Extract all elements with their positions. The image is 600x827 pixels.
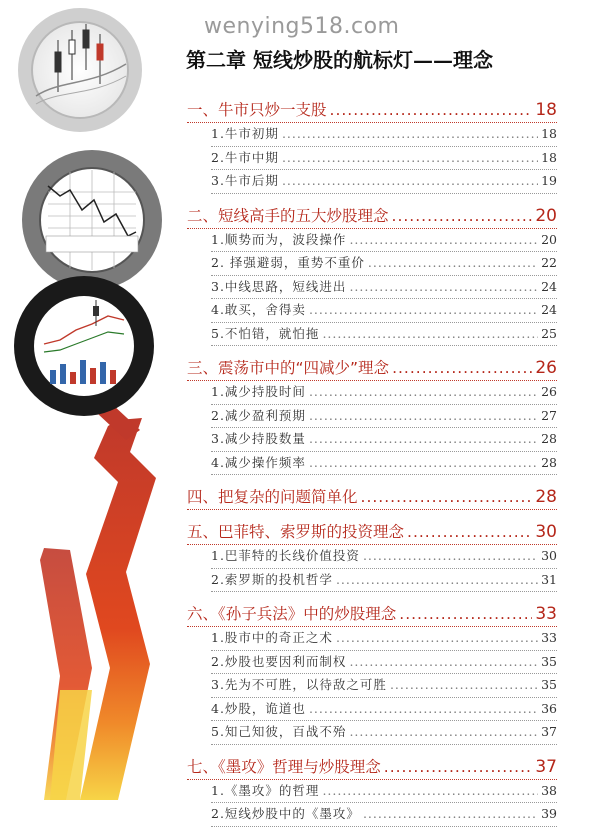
- toc-subsection-entry: [187, 170, 557, 193]
- subsection-title: 3.减少持股数量: [211, 431, 306, 446]
- toc-subsection-entry: [187, 721, 557, 744]
- toc-subsection-entry: [187, 803, 557, 826]
- section-page-number: 20: [535, 205, 557, 226]
- subsection-page-number: 18: [541, 126, 557, 141]
- subsection-page-number: 24: [541, 302, 557, 317]
- dot-leader: [392, 356, 532, 380]
- section-page-number: 26: [535, 358, 557, 378]
- subsection-divider: [211, 744, 557, 745]
- dot-leader: [330, 98, 533, 122]
- toc-subsection-entry: [187, 147, 557, 170]
- dot-leader: [309, 428, 538, 451]
- subsection-divider: [211, 591, 557, 592]
- table-of-contents: [187, 88, 557, 827]
- dot-leader: [392, 204, 533, 228]
- dot-leader: [309, 299, 538, 322]
- subsection-title: 2.炒股也要因利而制权: [211, 653, 347, 669]
- subsection-page-number: 33: [541, 630, 557, 645]
- subsection-title: 1.《墨攻》的哲理: [211, 782, 320, 798]
- dot-leader: [349, 721, 538, 744]
- toc-subsection-entry: [187, 674, 557, 697]
- toc-subsection-entry: [187, 698, 557, 721]
- subsection-title: 2.牛市中期: [211, 149, 279, 165]
- toc-subsection-entry: [187, 252, 557, 275]
- subsection-page-number: 25: [541, 325, 557, 341]
- subsection-page-number: 26: [541, 384, 557, 399]
- toc-section-entry: [187, 602, 557, 626]
- subsection-page-number: 35: [541, 653, 557, 669]
- subsection-page-number: 39: [541, 806, 557, 821]
- toc-subsection-entry: [187, 381, 557, 404]
- toc-subsection-entry: [187, 123, 557, 146]
- subsection-title: 3.先为不可胜，以待敌之可胜: [211, 677, 387, 692]
- dot-leader: [349, 229, 538, 252]
- subsection-title: 2.索罗斯的投机哲学: [211, 571, 333, 587]
- section-title: 五、巴菲特、索罗斯的投资理念: [187, 523, 405, 541]
- dot-leader: [361, 485, 533, 509]
- dot-leader: [349, 276, 538, 299]
- section-page-number: 18: [535, 100, 557, 120]
- toc-subsection-entry: [187, 276, 557, 299]
- dot-leader: [282, 123, 538, 146]
- subsection-title: 3.中线思路，短线进出: [211, 278, 347, 294]
- watermark-text: wenying518.com: [204, 14, 400, 39]
- subsection-divider: [211, 826, 557, 827]
- section-title: 一、牛市只炒一支股: [187, 101, 327, 119]
- magnifier-chart-illustration: [0, 0, 175, 800]
- dot-leader: [309, 698, 538, 721]
- subsection-page-number: 27: [541, 407, 557, 423]
- section-page-number: 37: [535, 756, 557, 777]
- subsection-title: 2.短线炒股中的《墨攻》: [211, 806, 360, 821]
- toc-subsection-entry: [187, 452, 557, 475]
- subsection-title: 4.减少操作频率: [211, 454, 306, 470]
- dot-leader: [363, 803, 538, 826]
- subsection-divider: [211, 345, 557, 346]
- subsection-title: 2.减少盈利预期: [211, 407, 306, 423]
- subsection-title: 1.减少持股时间: [211, 384, 306, 399]
- dot-leader: [384, 755, 533, 779]
- dot-leader: [322, 323, 538, 346]
- subsection-page-number: 35: [541, 677, 557, 692]
- dot-leader: [407, 520, 532, 544]
- subsection-page-number: 20: [541, 231, 557, 247]
- subsection-page-number: 22: [541, 255, 557, 270]
- section-divider: [187, 509, 557, 510]
- dot-leader: [309, 405, 538, 428]
- subsection-page-number: 30: [541, 548, 557, 563]
- section-title: 四、把复杂的问题简单化: [187, 488, 358, 506]
- toc-section-entry: [187, 98, 557, 122]
- toc-subsection-entry: [187, 323, 557, 346]
- toc-section-entry: [187, 755, 557, 779]
- subsection-title: 2. 择强避弱，重势不重价: [211, 255, 365, 270]
- dot-leader: [282, 170, 538, 193]
- subsection-title: 1.牛市初期: [211, 126, 279, 141]
- subsection-page-number: 24: [541, 278, 557, 294]
- toc-section-entry: [187, 520, 557, 544]
- toc-subsection-entry: [187, 428, 557, 451]
- subsection-page-number: 19: [541, 173, 557, 188]
- dot-leader: [336, 569, 538, 592]
- subsection-page-number: 38: [541, 782, 557, 798]
- subsection-title: 5.不怕错，就怕拖: [211, 325, 320, 341]
- zigzag-band: [80, 418, 156, 800]
- dot-leader: [390, 674, 538, 697]
- toc-subsection-entry: [187, 651, 557, 674]
- chapter-title: 第二章 短线炒股的航标灯——理念: [186, 48, 493, 72]
- toc-subsection-entry: [187, 780, 557, 803]
- dot-leader: [282, 147, 538, 170]
- toc-section-entry: [187, 485, 557, 509]
- subsection-page-number: 28: [541, 454, 557, 470]
- subsection-page-number: 37: [541, 724, 557, 739]
- subsection-page-number: 28: [541, 431, 557, 446]
- subsection-title: 4.炒股，诡道也: [211, 700, 306, 716]
- subsection-title: 1.巴菲特的长线价值投资: [211, 548, 360, 563]
- subsection-divider: [211, 474, 557, 475]
- subsection-title: 1.股市中的奇正之术: [211, 630, 333, 645]
- subsection-page-number: 36: [541, 700, 557, 716]
- section-page-number: 28: [535, 487, 557, 507]
- dot-leader: [309, 452, 538, 475]
- section-page-number: 33: [535, 604, 557, 624]
- toc-subsection-entry: [187, 299, 557, 322]
- section-title: 三、震荡市中的“四减少”理念: [187, 359, 390, 377]
- subsection-title: 3.牛市后期: [211, 173, 279, 188]
- toc-subsection-entry: [187, 229, 557, 252]
- subsection-title: 4.敢买，舍得卖: [211, 302, 306, 317]
- dot-leader: [368, 252, 538, 275]
- section-title: 七、《墨攻》哲理与炒股理念: [187, 757, 381, 776]
- section-page-number: 30: [535, 522, 557, 542]
- dot-leader: [349, 651, 538, 674]
- toc-subsection-entry: [187, 569, 557, 592]
- dot-leader: [336, 627, 538, 650]
- section-title: 六、《孙子兵法》中的炒股理念: [187, 605, 397, 623]
- subsection-divider: [211, 193, 557, 194]
- toc-section-entry: [187, 356, 557, 380]
- toc-subsection-entry: [187, 545, 557, 568]
- dot-leader: [399, 602, 532, 626]
- subsection-title: 5.知己知彼，百战不殆: [211, 724, 347, 739]
- subsection-title: 1.顺势而为，波段操作: [211, 231, 347, 247]
- subsection-page-number: 18: [541, 149, 557, 165]
- dot-leader: [309, 381, 538, 404]
- section-title: 二、短线高手的五大炒股理念: [187, 206, 389, 225]
- dot-leader: [363, 545, 538, 568]
- dot-leader: [322, 780, 538, 803]
- toc-subsection-entry: [187, 627, 557, 650]
- subsection-page-number: 31: [541, 571, 557, 587]
- toc-section-entry: [187, 204, 557, 228]
- toc-subsection-entry: [187, 405, 557, 428]
